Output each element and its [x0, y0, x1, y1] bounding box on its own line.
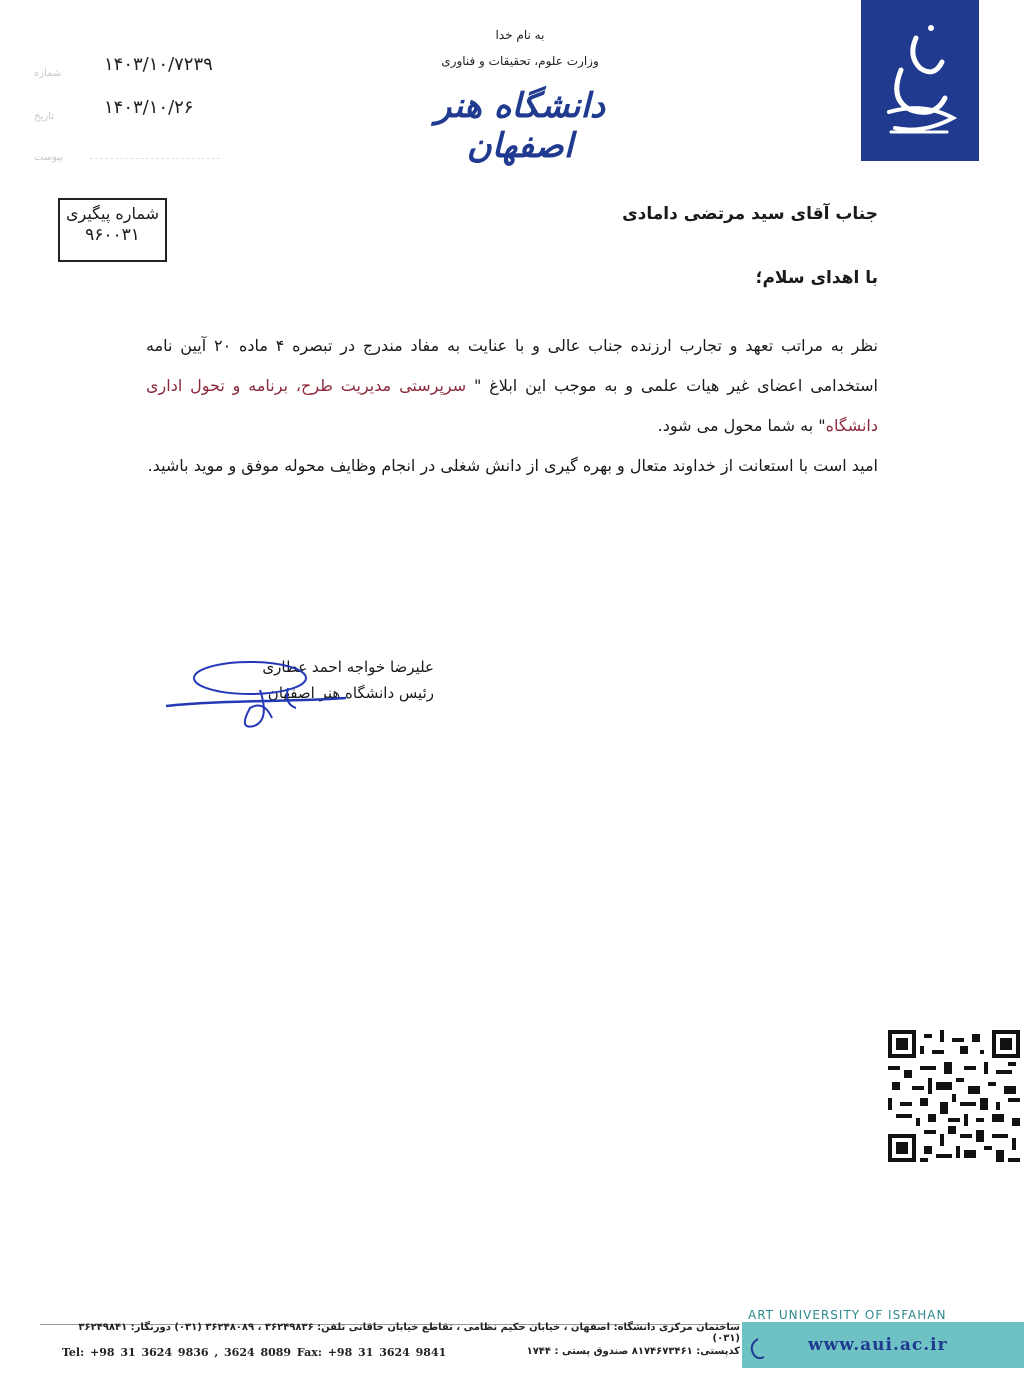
footer-address: ساختمان مرکزی دانشگاه: اصفهان ، خیابان حکیم نظامی ، تقاطع خیابان خاقانی تلفن: ۳۶۲۴۹۸۳۶ ، ۳۶۲۴۸۰۸۹ (۰۳۱) دورنگار: ۳۶۲۴۹۸۴۱ (۰۳۱) — [78, 1322, 740, 1344]
body-paragraph-2: امید است با استعانت از خداوند متعال و بهره گیری از دانش شغلی در انجام وظایف محوله موفق و موید باشید. — [147, 456, 878, 475]
website-link[interactable]: www.aui.ac.ir — [808, 1335, 948, 1355]
tracking-label: شماره پیگیری — [65, 204, 160, 223]
letterhead — [390, 28, 650, 166]
footer-postal: کدپستی: ۸۱۷۴۶۷۳۴۶۱ صندوق پستی : ۱۷۴۴ — [526, 1346, 740, 1357]
footer-phone-fax: Tel: +98 31 3624 9836 , 3624 8089 Fax: +98 31 3624 9841 — [62, 1346, 447, 1359]
attachment-line — [90, 158, 220, 159]
qr-code-icon — [888, 1030, 1020, 1162]
body-text-1b: " به شما محول می شود. — [657, 416, 826, 435]
letter-date-row — [34, 97, 234, 122]
recipient: جناب آقای سید مرتضی دامادی — [622, 204, 878, 224]
basmala: به نام خدا — [495, 28, 545, 42]
university-logo — [861, 0, 979, 161]
letter-number-row — [34, 54, 234, 79]
date-label: تاریخ — [34, 111, 54, 122]
footer-brand-name: ART UNIVERSITY OF ISFAHAN — [748, 1308, 947, 1322]
number-label: شماره — [34, 68, 62, 79]
attachment-label: پیوست — [34, 152, 64, 163]
handwritten-signature — [160, 650, 350, 730]
number-value: ۱۴۰۳/۱۰/۷۲۳۹ — [104, 54, 213, 75]
letter-body — [146, 326, 878, 486]
greeting: با اهدای سلام؛ — [755, 268, 878, 288]
signer-name: علیرضا خواجه احمد عطاری — [262, 658, 434, 676]
ministry-name: وزارت علوم، تحقیقات و فناوری — [441, 54, 599, 68]
footer-logo-mark-icon — [744, 1336, 768, 1362]
attachment-row — [34, 150, 234, 172]
tracking-value: ۹۶۰۰۳۱ — [85, 225, 140, 245]
tracking-box — [58, 198, 167, 262]
appointment-title: سرپرستی مدیریت طرح، برنامه و تحول اداری دانشگاه — [146, 376, 878, 435]
body-text-1a: نظر به مراتب تعهد و تجارب ارزنده جناب عالی و با عنایت به مفاد مندرج در تبصره ۴ ماده ۲۰ آیین نامه استخدامی اعضای غیر هیات علمی و به موجب این ابلاغ " — [146, 336, 878, 395]
date-value: ۱۴۰۳/۱۰/۲۶ — [104, 97, 194, 118]
body-paragraph-1 — [146, 326, 878, 446]
signer-title: رئیس دانشگاه هنر اصفهان — [267, 684, 434, 702]
logo-calligraphy-icon — [861, 0, 979, 161]
university-name: دانشگاه هنر اصفهان — [434, 86, 606, 166]
